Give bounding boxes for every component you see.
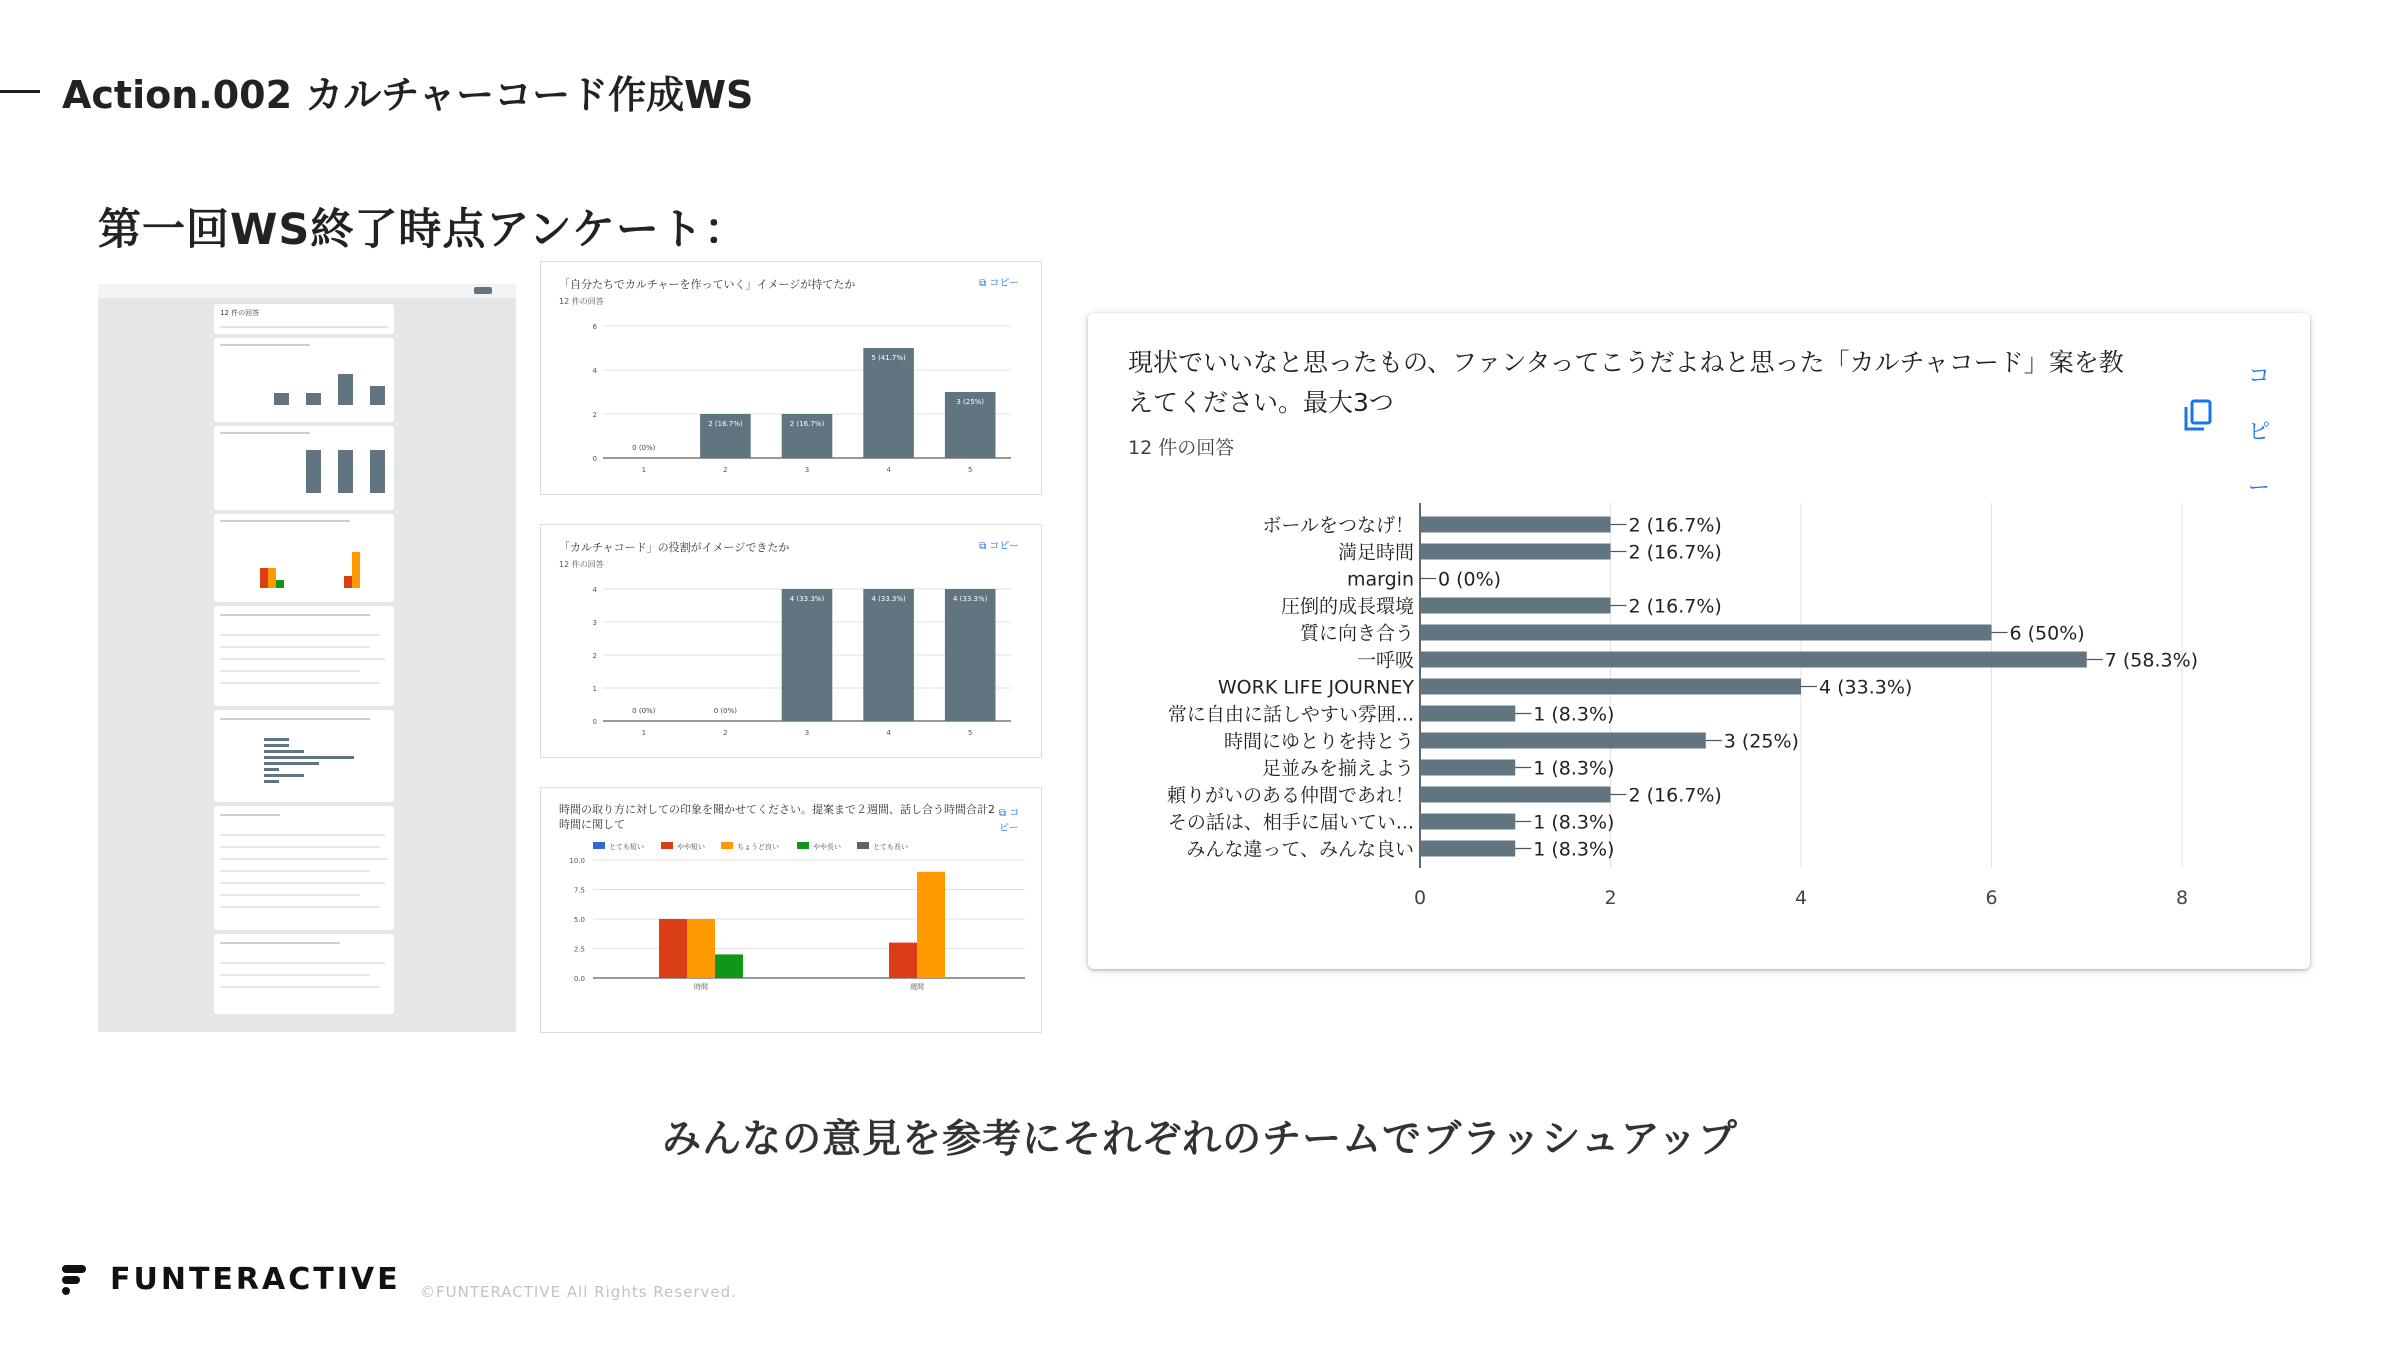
thumb-response-header [214,304,394,334]
bar [1420,517,1611,533]
category-label: その話は、相手に届いてい... [1167,811,1414,834]
bar [863,589,914,721]
mini-chart-title: 「カルチャコード」の役割がイメージできたか [559,541,790,554]
bar [715,954,743,978]
bar [1420,544,1611,560]
legend-swatch [593,842,605,849]
y-tick-label: 10.0 [569,857,585,865]
mini-chart-card-time-impression [540,787,1042,1033]
mini-chart-plot [541,262,1041,494]
x-tick-label: 2 [1604,887,1617,909]
mini-copy-label: コピー [989,541,1019,552]
legend-label: やや長い [813,843,841,851]
x-tick-label: 1 [641,729,647,737]
category-label: 一呼吸 [1356,649,1414,672]
bar [863,348,914,458]
y-tick-label: 6 [592,323,597,331]
bar [1420,733,1706,749]
legend-swatch [661,842,673,849]
bar-data-label: 0 (0%) [1438,568,1502,591]
category-label: 頼りがいのある仲間であれ！ [1166,784,1414,807]
bar-data-label: 3 (25%) [1723,730,1799,753]
category-label: 常に自由に話しやすい雰囲... [1167,703,1414,726]
bar-data-label: 2 (16.7%) [1628,514,1722,537]
copy-icon: ⧉ [999,808,1007,819]
legend-swatch [857,842,869,849]
x-tick-label: 4 [886,729,891,737]
brand-logo [60,1262,401,1297]
legend-swatch [797,842,809,849]
bar-data-label: 1 (8.3%) [1533,838,1615,861]
thumb-toolbar [98,284,516,298]
bar-data-label: 1 (8.3%) [1533,757,1615,780]
y-tick-label: 7.5 [573,886,585,895]
thumb-card-1 [214,338,394,422]
bar-data-label: 4 (33.3%) [953,595,988,603]
y-tick-label: 5.0 [573,916,585,924]
category-label: WORK LIFE JOURNEY [1217,676,1414,699]
category-label: ボールをつなげ！ [1262,514,1414,537]
x-tick-label: 時間 [694,983,708,991]
category-label: みんな違って、みんな良い [1186,838,1414,861]
section-title: 第一回WS終了時点アンケート： [98,205,748,255]
mini-chart-response-count: 12 件の回答 [559,297,604,306]
category-label: 足並みを揃えよう [1261,757,1414,780]
bar-data-label: 2 (16.7%) [1628,595,1722,618]
bar [1420,841,1515,857]
main-copy-button[interactable]: コピー [2247,364,2270,501]
mini-copy-label: コピー [999,808,1020,834]
y-tick-label: 2.5 [573,945,585,954]
main-chart-plot [1088,313,2310,969]
bar [945,589,996,721]
bar [1420,652,2087,668]
category-label: 圧倒的成長環境 [1280,595,1414,618]
y-tick-label: 4 [592,586,597,594]
category-label: 質に向き合う [1299,622,1414,645]
y-tick-label: 2 [592,652,597,660]
bar-data-label: 7 (58.3%) [2104,649,2199,672]
bar-data-label: 3 (25%) [956,398,985,406]
form-overview-thumbnail [98,284,516,1032]
y-tick-label: 4 [592,367,597,375]
y-tick-label: 3 [592,619,597,627]
main-chart-response-count: 12 件の回答 [1128,437,1235,459]
bar-data-label: 2 (16.7%) [789,420,825,428]
x-tick-label: 8 [2175,887,2189,909]
bar-data-label: 2 (16.7%) [1628,784,1722,807]
copy-icon: ⧉ [979,541,987,552]
legend-label: やや短い [677,843,705,851]
bar [782,589,833,721]
main-chart-title: 現状でいいなと思ったもの、ファンタってこうだよねと思った「カルチャコード」案を教えてください。最大3つ [1128,348,2124,417]
bar-data-label: 2 (16.7%) [708,420,743,428]
bar [1420,679,1801,695]
bar-data-label: 4 (33.3%) [789,595,825,603]
mini-chart-plot [541,525,1041,757]
mini-chart-plot [541,788,1041,1032]
bar-data-label: 0 (0%) [632,707,656,715]
bar [1420,625,1992,641]
y-tick-label: 0 [592,455,597,463]
x-tick-label: 3 [804,466,810,474]
bar [1420,706,1515,722]
thumb-card-5 [214,710,394,802]
legend-label: ちょうど良い [737,843,779,851]
bar [917,872,945,978]
mini-chart-title: 時間の取り方に対しての印象を聞かせてください。提案まで２週間、話し合う時間合計2時間に関して [559,803,995,831]
x-tick-label: 6 [1985,887,1998,909]
x-tick-label: 2 [723,466,728,474]
mini-chart-card-culture-code-role [540,524,1042,758]
thumb-card-4 [214,606,394,706]
thumb-card-6 [214,806,394,930]
bar-data-label: 4 (33.3%) [871,595,906,603]
bar-data-label: 2 (16.7%) [1628,541,1722,564]
bar-data-label: 5 (41.7%) [871,354,906,362]
category-label: 時間にゆとりを持とう [1223,730,1414,753]
slide-header-title: Action.002 カルチャーコード作成WS [62,73,754,117]
category-label: margin [1346,568,1414,591]
x-tick-label: 4 [886,466,891,474]
x-tick-label: 週間 [910,983,924,991]
y-tick-label: 1 [592,685,597,693]
y-tick-label: 0 [592,718,597,726]
x-tick-label: 4 [1794,887,1808,909]
summary-message: みんなの意見を参考にそれぞれのチームでブラッシュアップ [662,1117,1738,1162]
bar-data-label: 1 (8.3%) [1533,703,1615,726]
brand-name: FUNTERACTIVE [110,1262,401,1297]
x-tick-label: 2 [723,729,728,737]
bar [1420,814,1515,830]
mini-chart-title: 「自分たちでカルチャーを作っていく」イメージが持てたか [559,278,856,291]
bar [889,943,917,978]
y-tick-label: 0.0 [573,975,585,983]
x-tick-label: 5 [967,729,973,737]
legend-swatch [721,842,733,849]
thumb-card-7 [214,934,394,1014]
bar [1420,598,1611,614]
bar-data-label: 1 (8.3%) [1533,811,1615,834]
legend-label: とても長い [873,843,908,851]
header-rule [0,90,40,93]
copy-icon: ⧉ [979,278,987,289]
y-tick-label: 2 [592,411,597,419]
x-tick-label: 3 [804,729,810,737]
main-chart-card [1088,313,2310,969]
thumb-card-2 [214,426,394,510]
bar-data-label: 0 (0%) [632,444,656,452]
legend-label: とても短い [609,843,644,851]
thumb-card-3 [214,514,394,602]
bar [1420,760,1515,776]
bar-data-label: 4 (33.3%) [1819,676,1913,699]
bar-data-label: 0 (0%) [713,707,738,715]
x-tick-label: 5 [967,466,973,474]
bar [1420,787,1611,803]
funteractive-logo-icon [60,1263,90,1297]
mini-copy-label: コピー [989,278,1019,289]
mini-chart-card-culture-image [540,261,1042,495]
bar [659,919,687,978]
thumb-response-count: 12 件の回答 [220,309,260,317]
copyright-text: ©FUNTERACTIVE All Rights Reserved. [420,1283,737,1301]
bar [687,919,715,978]
category-label: 満足時間 [1337,541,1414,564]
x-tick-label: 1 [641,466,647,474]
bar-data-label: 6 (50%) [2009,622,2085,645]
x-tick-label: 0 [1413,887,1427,909]
mini-chart-response-count: 12 件の回答 [559,560,604,569]
thumb-send-button [474,287,492,294]
